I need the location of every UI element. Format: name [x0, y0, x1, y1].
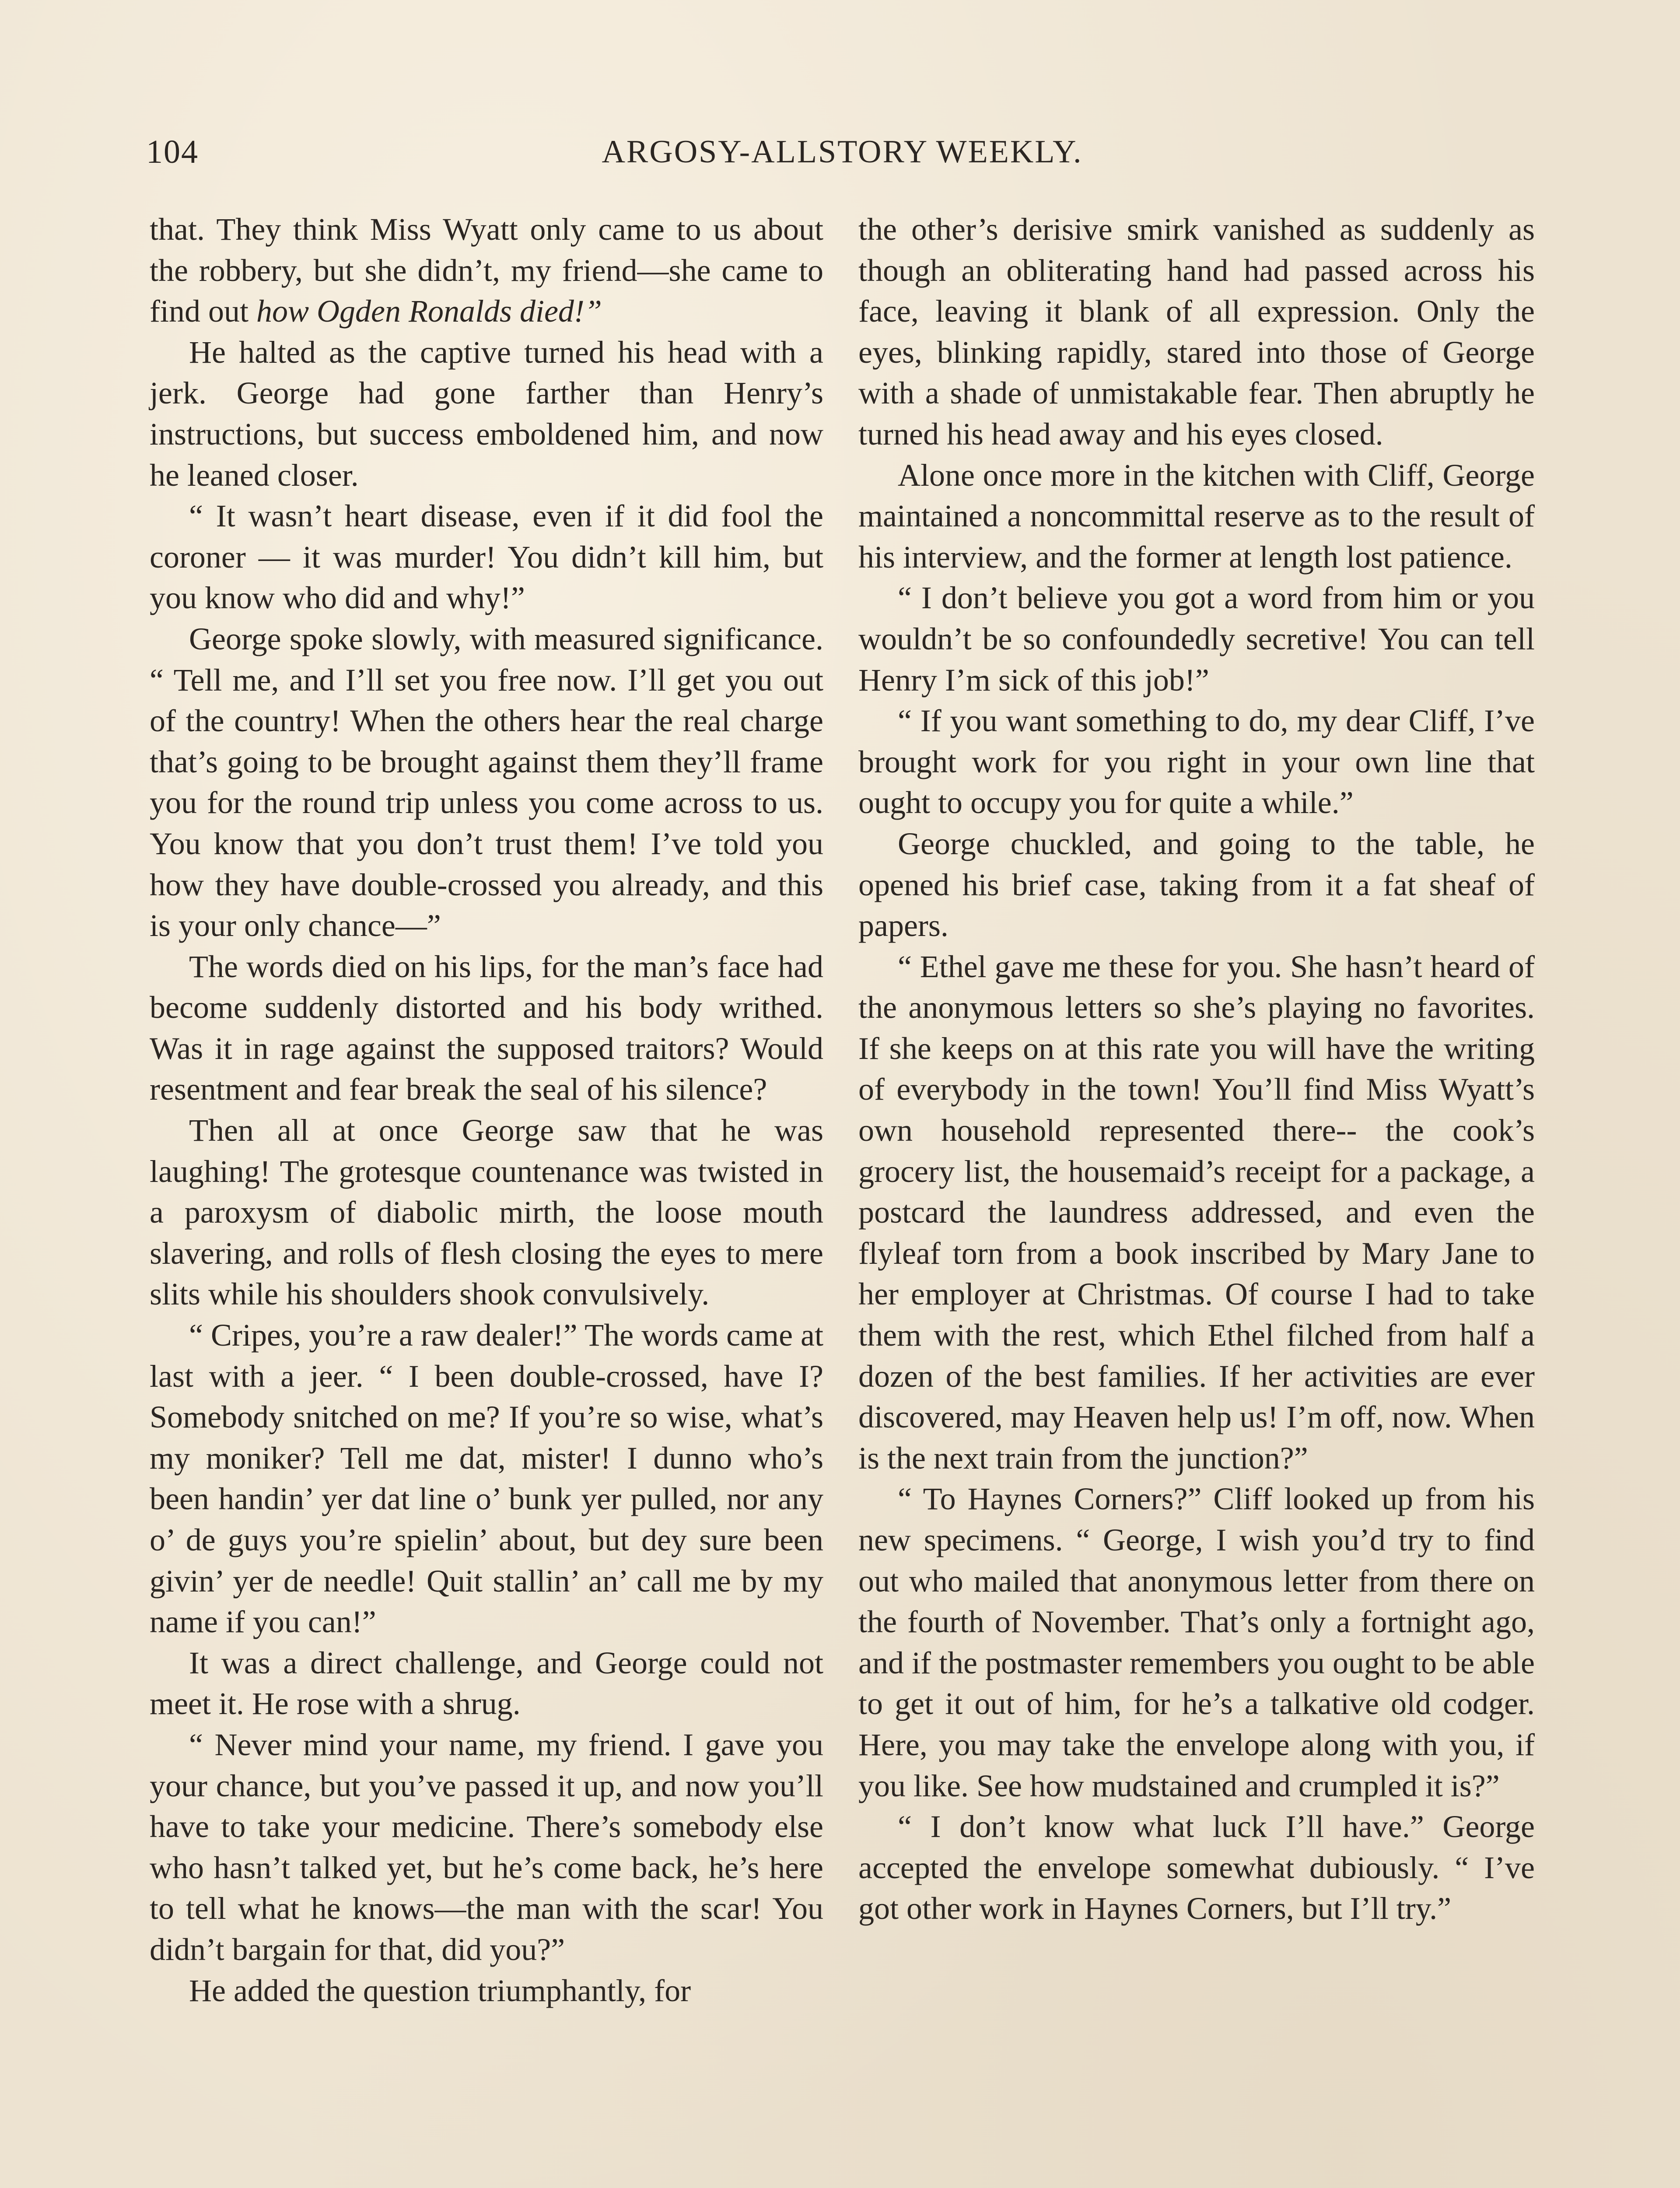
paragraph: He added the question triumphantly, for [189, 1973, 691, 2008]
paragraph: “ If you want something to do, my dear Cliff, I’ve brought work for you right in your own line that ought to occupy you for quite a while.” [858, 703, 1535, 820]
paragraph: “ To Haynes Corners?” Cliff looked up from his new specimens. “ George, I wish you’d try to find out who mailed that anonymous letter from there on the fourth of November. That’s only a fortnight ago, and if the postmaster remembers you ought to be able to get it out of him, for he’s a talkative old codger. Here, you may take the envelope along with you, if you like. See how mudstained and crumpled it is?” [858, 1481, 1535, 1803]
paragraph: “ Never mind your name, my friend. I gave you your chance, but you’ve passed it up, and now you’ll have to take your medicine. There’s somebody else who hasn’t talked yet, but he’s come back, he’s here to tell what he knows—the man with the scar! You didn’t bargain for that, did you?” [150, 1727, 823, 1967]
paragraph: Then all at once George saw that he was laughing! The grotesque countenance was twisted in a paroxysm of diabolic mirth, the loose mouth slavering, and rolls of flesh closing the eyes to mere slits while his shoulders shook convulsively. [150, 1113, 823, 1312]
paragraph: “ It wasn’t heart disease, even if it did fool the coroner — it was murder! You didn’t kill him, but you know who did and why!” [150, 498, 823, 616]
paragraph: He halted as the captive turned his head with a jerk. George had gone farther than Henry’s instructions, but success emboldened him, and now he leaned closer. [150, 334, 823, 493]
paragraph: “ I don’t believe you got a word from him or you wouldn’t be so confoundedly secretive! You can tell Henry I’m sick of this job!” [858, 580, 1535, 698]
paragraph: It was a direct challenge, and George could not meet it. He rose with a shrug. [150, 1645, 823, 1722]
paragraph: “ Cripes, you’re a raw dealer!” The words came at last with a jeer. “ I been double-crossed, have I? Somebody snitched on me? If you’re so wise, what’s my moniker? Tell me dat, mister! I dunno who’s been handin’ yer dat line o’ bunk yer pulled, nor any o’ de guys you’re spielin’ about, but dey sure been givin’ yer de needle! Quit stallin’ an’ call me by my name if you can!” [150, 1318, 823, 1640]
right-column [858, 209, 1535, 1929]
paragraph: The words died on his lips, for the man’s face had become suddenly distorted and his body writhed. Was it in rage against the supposed traitors? Would resentment and fear break the seal of his silence? [150, 949, 823, 1107]
paragraph: “ Ethel gave me these for you. She hasn’t heard of the anonymous letters so she’s playing no favorites. If she keeps on at this rate you will have the writing of everybody in the town! You’ll find Miss Wyatt’s own household represented there-- the cook’s grocery list, the housemaid’s receipt for a package, a postcard the laundress addressed, and even the flyleaf torn from a book inscribed by Mary Jane to her employer at Christmas. Of course I had to take them with the rest, which Ethel filched from half a dozen of the best families. If her activities are ever discovered, may Heaven help us! I’m off, now. When is the next train from the junction?” [858, 949, 1535, 1476]
page-number: 104 [146, 133, 199, 170]
paragraph: George spoke slowly, with measured significance. “ Tell me, and I’ll set you free now. I’ll get you out of the country! When the others hear the real charge that’s going to be brought against them they’ll frame you for the round trip unless you come across to us. You know that you don’t trust them! I’ve told you how they have double-crossed you already, and this is your only chance—” [150, 621, 823, 943]
paragraph: George chuckled, and going to the table, he opened his brief case, taking from it a fat sheaf of papers. [858, 826, 1535, 943]
running-head [146, 128, 1538, 176]
italic-phrase: how Ogden Ronalds died!” [256, 294, 602, 329]
paragraph: the other’s derisive smirk vanished as suddenly as though an obliterating hand had passed across his face, leaving it blank of all expression. Only the eyes, blinking rapidly, stared into those of George with a shade of unmistakable fear. Then abruptly he turned his head away and his eyes closed. [858, 212, 1535, 452]
paragraph: Alone once more in the kitchen with Cliff, George maintained a noncommittal reserve as to the result of his interview, and the former at length lost patience. [858, 457, 1535, 575]
paragraph [150, 209, 823, 332]
left-column [150, 209, 823, 2011]
paragraph-text: that. They think Miss Wyatt only came to us about the robbery, but she didn’t, my friend—she came to find out [150, 212, 823, 329]
paragraph: “ I don’t know what luck I’ll have.” George accepted the envelope somewhat dubiously. “ I’ve got other work in Haynes Corners, but I’ll try.” [858, 1809, 1535, 1926]
journal-title: ARGOSY-ALLSTORY WEEKLY. [602, 134, 1083, 170]
